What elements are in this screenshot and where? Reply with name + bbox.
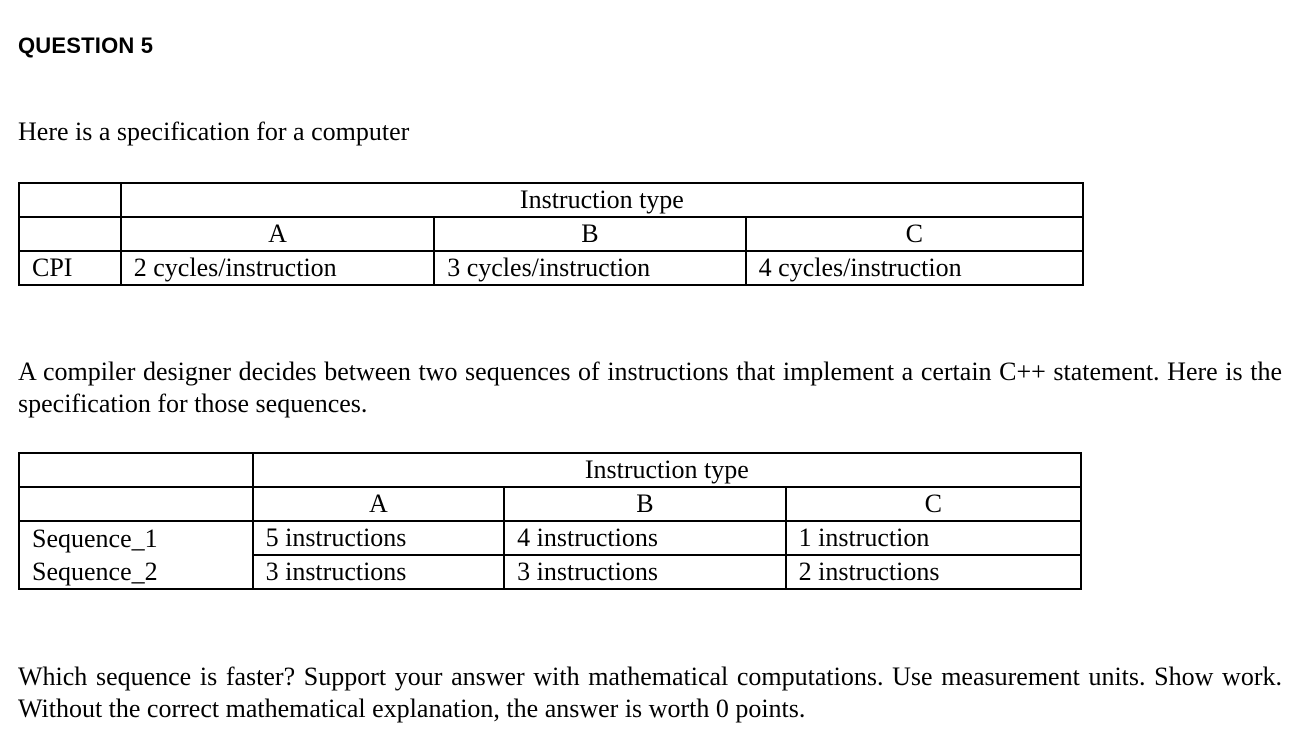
type-header-c: C bbox=[746, 217, 1083, 251]
count-cell-b: 3 instructions bbox=[504, 555, 785, 589]
count-cell-c: 1 instruction bbox=[786, 521, 1081, 555]
cpi-table bbox=[18, 182, 1084, 286]
row-label: Sequence_1 bbox=[19, 521, 253, 555]
table-row bbox=[19, 251, 1083, 285]
instruction-type-header: Instruction type bbox=[253, 453, 1081, 487]
count-cell-c: 2 instructions bbox=[786, 555, 1081, 589]
table-row bbox=[19, 453, 1081, 487]
type-header-b: B bbox=[504, 487, 785, 521]
cpi-cell-a: 2 cycles/instruction bbox=[121, 251, 434, 285]
cpi-cell-c: 4 cycles/instruction bbox=[746, 251, 1083, 285]
table-row bbox=[19, 183, 1083, 217]
empty-cell bbox=[19, 487, 253, 521]
table-row bbox=[19, 217, 1083, 251]
table-row bbox=[19, 555, 1081, 589]
count-cell-b: 4 instructions bbox=[504, 521, 785, 555]
compiler-text: A compiler designer decides between two sequences of instructions that implement a certain C++ statement. Here is the specification for those sequences. bbox=[18, 357, 1282, 418]
intro-text: Here is a specification for a computer bbox=[18, 117, 410, 146]
type-header-b: B bbox=[434, 217, 745, 251]
type-header-a: A bbox=[253, 487, 505, 521]
type-header-c: C bbox=[786, 487, 1081, 521]
empty-cell bbox=[19, 217, 121, 251]
question-prompt-text: Which sequence is faster? Support your answer with mathematical computations. Use measurement units. Show work. Without the correct mathematical explanation, the answer is worth 0 points. bbox=[18, 662, 1282, 723]
table-row bbox=[19, 521, 1081, 555]
row-label: CPI bbox=[19, 251, 121, 285]
empty-cell bbox=[19, 183, 121, 217]
instruction-type-header: Instruction type bbox=[121, 183, 1083, 217]
sequence-table bbox=[18, 452, 1082, 590]
count-cell-a: 3 instructions bbox=[253, 555, 505, 589]
cpi-cell-b: 3 cycles/instruction bbox=[434, 251, 745, 285]
question-title: QUESTION 5 bbox=[18, 33, 154, 58]
empty-cell bbox=[19, 453, 253, 487]
type-header-a: A bbox=[121, 217, 434, 251]
row-label: Sequence_2 bbox=[19, 555, 253, 589]
count-cell-a: 5 instructions bbox=[253, 521, 505, 555]
table-row bbox=[19, 487, 1081, 521]
